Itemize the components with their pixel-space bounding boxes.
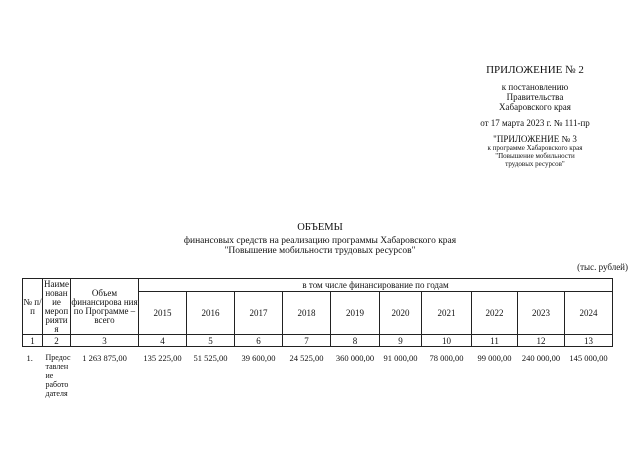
header-year: 2015 [139,292,187,335]
appendix-line3: Хабаровского края [499,102,571,112]
header-year: 2017 [235,292,283,335]
appendix-date: от 17 марта 2023 г. № 111-пр [480,118,590,128]
column-number: 11 [472,335,518,347]
column-number: 4 [139,335,187,347]
inner-appendix-line2: "Повышение мобильности [495,152,575,160]
column-number: 9 [380,335,422,347]
row-value: 24 525,00 [289,353,324,363]
row-name: Предос тавлен ие работо дателя [45,353,71,398]
row-value: 135 225,00 [143,353,182,363]
row-value: 78 000,00 [429,353,464,363]
table-row [23,347,613,399]
column-number: 1 [23,335,43,347]
row-value: 39 600,00 [241,353,276,363]
column-number: 10 [422,335,472,347]
header-year: 2020 [380,292,422,335]
financing-table [22,278,613,398]
document-title-block [0,222,640,256]
header-year: 2024 [565,292,613,335]
inner-appendix-title: "ПРИЛОЖЕНИЕ № 3 [493,134,577,144]
column-number: 3 [71,335,139,347]
header-no: № п/п [23,279,43,335]
row-total: 1 263 875,00 [82,353,127,363]
units-label: (тыс. рублей) [577,262,628,272]
header-total: Объем финансирова ния по Программе – всего [71,279,139,335]
column-number: 7 [283,335,331,347]
column-number: 6 [235,335,283,347]
document-heading: ОБЪЕМЫ [297,222,343,233]
header-year: 2019 [331,292,380,335]
column-number: 5 [187,335,235,347]
column-number: 12 [518,335,565,347]
column-number: 8 [331,335,380,347]
header-year: 2022 [472,292,518,335]
row-value: 240 000,00 [521,353,561,363]
row-value: 51 525,00 [193,353,228,363]
row-value: 91 000,00 [383,353,418,363]
column-number: 2 [43,335,71,347]
inner-appendix-line3: трудовых ресурсов" [505,160,565,168]
document-subheading-2: "Повышение мобильности трудовых ресурсов" [224,246,416,256]
inner-appendix-line1: к программе Хабаровского края [487,144,583,152]
row-value: 145 000,00 [569,353,608,363]
appendix-title: ПРИЛОЖЕНИЕ № 2 [486,64,584,76]
header-name: Наиме нован ие мероп рияти я [43,278,69,334]
document-subheading-1: финансовых средств на реализацию программы Хабаровского края [183,236,457,246]
row-number: 1. [26,353,33,363]
appendix-block [440,64,630,168]
header-years-group: в том числе финансирование по годам [139,279,613,292]
column-number: 13 [565,335,613,347]
header-year: 2018 [283,292,331,335]
row-value: 99 000,00 [477,353,512,363]
header-year: 2016 [187,292,235,335]
header-year: 2023 [518,292,565,335]
appendix-line1: к постановлению [501,82,569,92]
row-value: 360 000,00 [335,353,375,363]
appendix-line2: Правительства [506,92,564,102]
header-year: 2021 [422,292,472,335]
